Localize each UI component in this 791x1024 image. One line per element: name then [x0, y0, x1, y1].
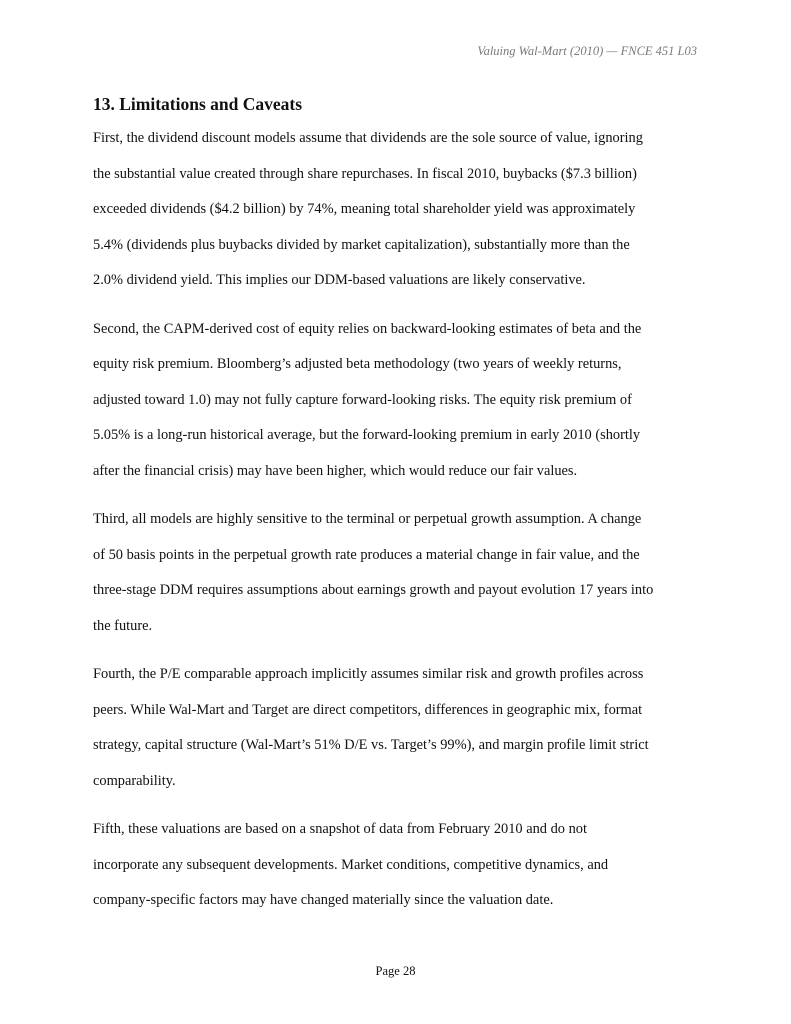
- paragraph-capm-cost-of-equity: [93, 312, 703, 490]
- text-line: exceeded dividends ($4.2 billion) by 74%, meaning total shareholder yield was approximately: [93, 201, 636, 217]
- text-line: adjusted toward 1.0) may not fully capture forward-looking risks. The equity risk premium of: [93, 391, 632, 408]
- text-line: Second, the CAPM-derived cost of equity relies on backward-looking estimates of beta and the: [93, 320, 642, 337]
- paragraph-pe-comparables: [93, 657, 703, 799]
- paragraph-terminal-growth: [93, 502, 703, 644]
- text-line: Fifth, these valuations are based on a snapshot of data from February 2010 and do not: [93, 821, 587, 837]
- page-number: Page 28: [375, 964, 416, 978]
- text-line: Third, all models are highly sensitive to the terminal or perpetual growth assumption. A change: [93, 511, 642, 527]
- text-line: peers. While Wal-Mart and Target are direct competitors, differences in geographic mix, format: [93, 701, 643, 718]
- text-line: strategy, capital structure (Wal-Mart’s 51% D/E vs. Target’s 99%), and margin profile limit strict: [93, 737, 649, 753]
- text-line: the future.: [93, 617, 153, 634]
- document-body: [93, 93, 703, 932]
- text-line: company-specific factors may have changed materially since the valuation date.: [93, 892, 554, 908]
- paragraph-dividend-assumption: [93, 121, 703, 299]
- text-line: Fourth, the P/E comparable approach implicitly assumes similar risk and growth profiles across: [93, 666, 644, 682]
- text-line: 5.05% is a long-run historical average, but the forward-looking premium in early 2010 (shortly: [93, 427, 641, 443]
- text-line: incorporate any subsequent developments. Market conditions, competitive dynamics, and: [93, 856, 609, 873]
- text-line: three-stage DDM requires assumptions about earnings growth and payout evolution 17 years into: [93, 582, 654, 598]
- text-line: of 50 basis points in the perpetual growth rate produces a material change in fair value, and the: [93, 546, 640, 563]
- section-title: 13. Limitations and Caveats: [93, 94, 303, 114]
- running-header: Valuing Wal-Mart (2010) — FNCE 451 L03: [477, 44, 697, 58]
- text-line: 2.0% dividend yield. This implies our DDM-based valuations are likely conservative.: [93, 272, 586, 288]
- text-line: 5.4% (dividends plus buybacks divided by market capitalization), substantially more than the: [93, 236, 630, 253]
- text-line: after the financial crisis) may have been higher, which would reduce our fair values.: [93, 462, 578, 479]
- text-line: First, the dividend discount models assume that dividends are the sole source of value, ignoring: [93, 130, 643, 146]
- text-line: equity risk premium. Bloomberg’s adjusted beta methodology (two years of weekly returns,: [93, 356, 622, 372]
- paragraph-data-snapshot: [93, 812, 703, 919]
- text-line: comparability.: [93, 772, 176, 789]
- text-line: the substantial value created through share repurchases. In fiscal 2010, buybacks ($7.3 billion): [93, 165, 637, 182]
